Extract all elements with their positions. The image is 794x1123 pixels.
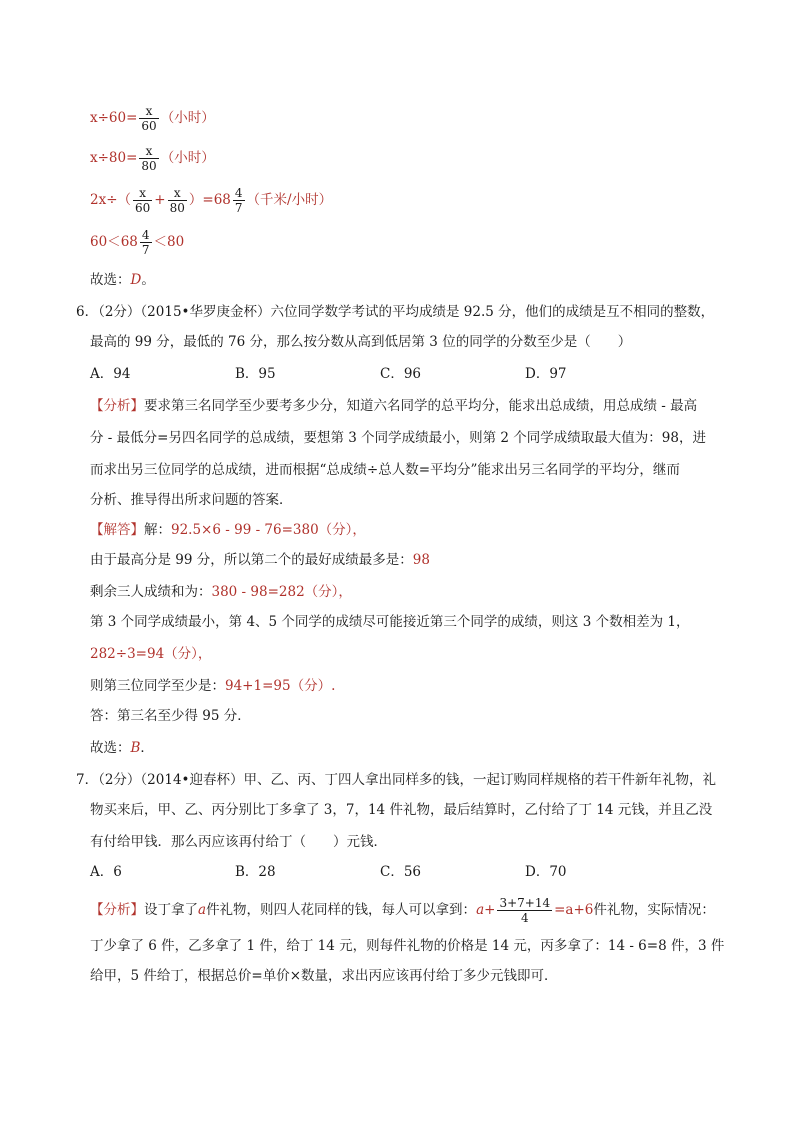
unit-text: （小时）	[160, 150, 215, 166]
analysis-tag: 【分析】	[90, 902, 144, 918]
solution-6-line-3: 剩余三人成绩和为：380 - 98=282（分），	[90, 584, 352, 600]
inequality-line: 60＜68 $\frac{4}{7}$ ＜80	[90, 228, 185, 257]
fraction: $\frac{x}{60}$	[135, 186, 151, 215]
equation-text: 2x÷（	[90, 192, 132, 208]
equation-line-2	[90, 144, 215, 173]
solution-6-line-6: 则第三位同学至少是：94+1=95（分）.	[90, 678, 336, 694]
analysis-6-line-4: 分析、推导得出所求问题的答案．	[90, 492, 293, 508]
choice-line: 故选：D。	[90, 272, 155, 288]
answer-tag: 【解答】	[90, 522, 144, 538]
question-7-line-1: 7．（2分）（2014•迎春杯）甲、乙、丙、丁四人拿出同样多的钱，一起订购同样规格的若干件新年礼物，礼	[76, 772, 716, 788]
question-6-line-1: 6．（2分）（2015•华罗庚金杯）六位同学数学考试的平均成绩是 92.5 分，他们的成绩是互不相同的整数，	[76, 304, 715, 320]
analysis-6-line-3: 而求出另三位同学的总成绩，进而根据“总成绩÷总人数=平均分”能求出另三名同学的平均分，继而	[90, 462, 680, 478]
solution-6-line-2: 由于最高分是 99 分，所以第二个的最好成绩最多是：98	[90, 552, 430, 568]
answer-letter: D	[130, 272, 142, 288]
fraction: $\frac{3+7+14}{4}$	[499, 896, 551, 925]
analysis-6-line-2: 分 - 最低分=另四名同学的总成绩，要想第 3 个同学成绩最小，则第 2 个同学成绩取最大值为：98，进	[90, 430, 706, 446]
option-b[interactable]: B．28	[235, 864, 276, 880]
unit-text: （千米/小时）	[246, 192, 333, 208]
question-6-line-2: 最高的 99 分，最低的 76 分，那么按分数从高到低居第 3 位的同学的分数至少是（ ）	[90, 334, 632, 350]
solution-6-line-1: 【解答】解：92.5×6 - 99 - 76=380（分），	[90, 522, 366, 538]
fraction: $\frac{x}{80}$	[141, 144, 157, 173]
analysis-7-line-1: 【分析】设丁拿了a件礼物，则四人花同样的钱，每人可以拿到：a+ $\frac{3+7+14}{4}$ =a+6件礼物，实际情况：	[90, 896, 715, 925]
analysis-6-line-1: 【分析】要求第三名同学至少要考多少分，知道六名同学的总平均分，能求出总成绩，用总成绩 - 最高	[90, 398, 698, 414]
option-a[interactable]: A．6	[90, 864, 122, 880]
solution-6-line-5: 282÷3=94（分），	[90, 646, 212, 662]
question-7-options	[90, 862, 650, 882]
question-7-line-3: 有付给甲钱．那么丙应该再付给丁（ ）元钱．	[90, 834, 387, 850]
equation-text: x÷60=	[90, 110, 138, 126]
option-d[interactable]: D．97	[525, 366, 567, 382]
analysis-7-line-3: 给甲，5 件给丁，根据总价=单价×数量，求出丙应该再付给丁多少元钱即可．	[90, 968, 558, 984]
solution-6-line-4: 第 3 个同学成绩最小，第 4、5 个同学的成绩尽可能接近第三个同学的成绩，则这 3 个数相差为 1，	[90, 614, 690, 630]
option-c[interactable]: C．96	[380, 366, 422, 382]
option-a[interactable]: A．94	[90, 366, 131, 382]
analysis-tag: 【分析】	[90, 398, 144, 414]
option-b[interactable]: B．95	[235, 366, 276, 382]
option-c[interactable]: C．56	[380, 864, 422, 880]
question-7-line-2: 物买来后，甲、乙、丙分别比丁多拿了 3，7，14 件礼物，最后结算时，乙付给了丁 14 元钱，并且乙没	[90, 802, 713, 818]
fraction: $\frac{4}{7}$	[234, 186, 243, 215]
fraction: $\frac{x}{60}$	[141, 104, 157, 133]
question-6-options	[90, 364, 650, 384]
analysis-7-line-2: 丁少拿了 6 件，乙多拿了 1 件，给丁 14 元，则每件礼物的价格是 14 元，丙多拿了：14 - 6=8 件，3 件	[90, 938, 725, 954]
solution-6-line-8: 故选：B．	[90, 740, 154, 756]
fraction: $\frac{x}{80}$	[169, 186, 185, 215]
solution-6-line-7: 答：第三名至少得 95 分．	[90, 708, 251, 724]
equation-text: x÷80=	[90, 150, 138, 166]
equation-line-3: 2x÷（ $\frac{x}{60}$ + $\frac{x}{80}$ ）=68 $\frac{4}{7}$ （千米/小时）	[90, 186, 333, 215]
option-d[interactable]: D．70	[525, 864, 567, 880]
answer-letter: B	[130, 740, 141, 756]
fraction: $\frac{4}{7}$	[141, 228, 150, 257]
equation-line-1	[90, 104, 215, 133]
unit-text: （小时）	[160, 110, 215, 126]
